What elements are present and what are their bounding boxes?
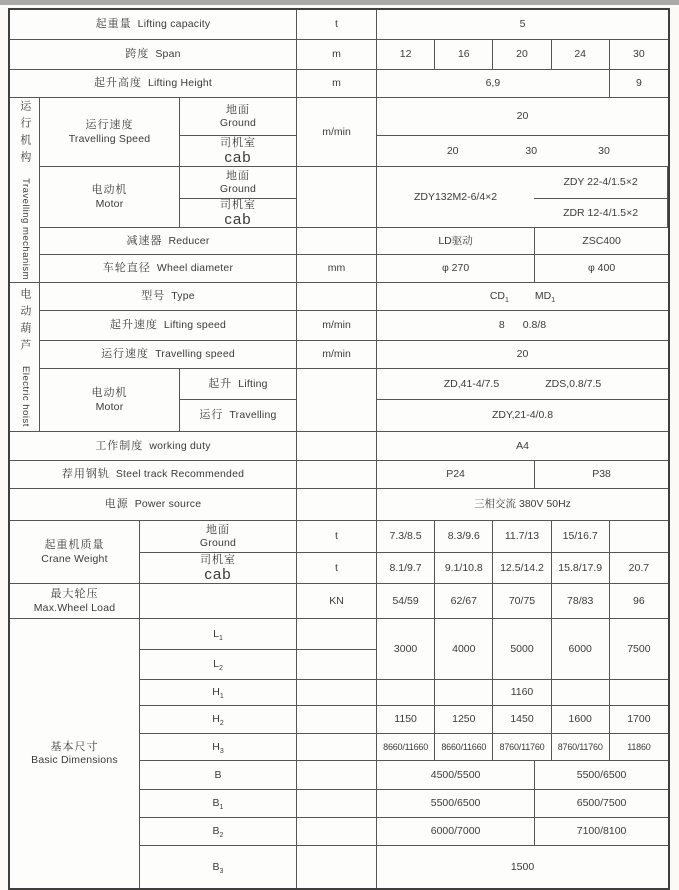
dim-label-b1: $B_1$: [140, 790, 297, 818]
wheel-diameter-right-value: φ 400: [587, 262, 616, 275]
type-values: $CD_1$ $MD_1$: [377, 283, 668, 311]
dim-unit: [297, 619, 377, 650]
crane-weight-value: 12.5/14.2: [493, 553, 551, 584]
h2-value: 1700: [610, 706, 668, 734]
scan-edge-artifact: [0, 0, 679, 5]
crane-spec-table: [8, 8, 670, 890]
crane-weight-value: 11.7/13: [493, 521, 551, 553]
lifting-capacity-unit: t: [297, 10, 377, 40]
cab-sublabel: 司机室 cab: [140, 553, 297, 584]
dim-unit: [297, 680, 377, 706]
steel-track-values: [377, 461, 668, 489]
steel-track-unit: [297, 461, 377, 489]
crane-weight-value: 8.1/9.7: [377, 553, 435, 584]
lifting-height-value-main: 6,9: [377, 70, 610, 98]
span-value: 24: [552, 40, 610, 70]
wheel-diameter-values: [377, 255, 668, 283]
travelling-speed-unit: m/min: [297, 98, 377, 167]
h1-value: 1160: [493, 680, 551, 706]
span-value: 16: [435, 40, 493, 70]
lifting-speed-unit: m/min: [297, 311, 377, 341]
hoist-travelling-speed-unit: m/min: [297, 341, 377, 369]
dim-label-h2: $H_2$: [140, 706, 297, 734]
lifting-height-unit: m: [297, 70, 377, 98]
reducer-values: [377, 228, 668, 255]
reducer-label: 减速器 Reducer: [40, 228, 297, 255]
max-wheel-load-empty: [140, 584, 297, 619]
crane-weight-value: 15.8/17.9: [552, 553, 610, 584]
tm-motor-unit: [297, 167, 377, 228]
span-value: 20: [493, 40, 551, 70]
type-unit: [297, 283, 377, 311]
h2-value: 1600: [552, 706, 610, 734]
travelling-speed-cab-values: 20 30 30: [377, 136, 668, 167]
tm-motor-label: 电动机 Motor: [40, 167, 180, 228]
dim-label-h1: $H_1$: [140, 680, 297, 706]
type-label: 型号 Type: [40, 283, 297, 311]
ground-sublabel: 地面 Ground: [180, 98, 297, 136]
b2-values: 6000/7000 7100/8100: [377, 818, 668, 846]
crane-weight-value: 15/16.7: [552, 521, 610, 553]
wheel-diameter-label: 车轮直径 Wheel diameter: [40, 255, 297, 283]
reducer-unit: [297, 228, 377, 255]
cab-sublabel: 司机室 cab: [180, 136, 297, 167]
reducer-left-value: LD驱动: [377, 228, 535, 254]
hoist-motor-travelling-value: ZDY,21-4/0.8: [377, 400, 668, 432]
h3-value: 8660/11660: [377, 734, 435, 761]
crane-weight-value: 9.1/10.8: [435, 553, 493, 584]
working-duty-value: A4: [377, 432, 668, 461]
h1-value: [435, 680, 493, 706]
crane-weight-value: [610, 521, 668, 553]
h1-value: [610, 680, 668, 706]
h1-value: [552, 680, 610, 706]
dim-unit: [297, 650, 377, 680]
crane-weight-value: 8.3/9.6: [435, 521, 493, 553]
max-wheel-load-value: 78/83: [552, 584, 610, 619]
crane-weight-label: 起重机质量 Crane Weight: [10, 521, 140, 584]
h2-value: 1450: [493, 706, 551, 734]
crane-weight-ground-unit: t: [297, 521, 377, 553]
h3-value: 8760/11760: [493, 734, 551, 761]
span-label: 跨度 Span: [10, 40, 297, 70]
h3-value: 8660/11660: [435, 734, 493, 761]
dim-unit: [297, 846, 377, 888]
power-source-unit: [297, 489, 377, 521]
max-wheel-load-label: 最大轮压 Max.Wheel Load: [10, 584, 140, 619]
dim-label-b2: $B_2$: [140, 818, 297, 846]
b3-value: 1500: [510, 860, 535, 873]
wheel-diameter-unit: mm: [297, 255, 377, 283]
dim-unit: [297, 734, 377, 761]
lifting-capacity-label: 起重量 Lifting capacity: [10, 10, 297, 40]
lifting-speed-values: 8 0.8/8: [377, 311, 668, 341]
hoist-motor-lifting-sublabel: 起升 Lifting: [180, 369, 297, 400]
max-wheel-load-value: 54/59: [377, 584, 435, 619]
tm-motor-ground-value: ZDY 22-4/1.5×2: [534, 167, 668, 199]
max-wheel-load-unit: KN: [297, 584, 377, 619]
cab-sublabel: 司机室 cab: [180, 199, 297, 228]
span-unit: m: [297, 40, 377, 70]
dim-label-b3: $B_3$: [140, 846, 297, 888]
crane-weight-cab-unit: t: [297, 553, 377, 584]
power-source-label: 电源 Power source: [10, 489, 297, 521]
working-duty-label: 工作制度 working duty: [10, 432, 297, 461]
h3-value: 8760/11760: [552, 734, 610, 761]
reducer-right-value: ZSC400: [582, 234, 621, 247]
basic-dimensions-label: 基本尺寸 Basic Dimensions: [10, 619, 140, 888]
ground-sublabel: 地面 Ground: [140, 521, 297, 553]
crane-weight-value: 20.7: [610, 553, 668, 584]
hoist-motor-unit: [297, 369, 377, 432]
travelling-speed-label: 运行速度 Travelling Speed: [40, 98, 180, 167]
dim-label-h3: $H_3$: [140, 734, 297, 761]
dim-unit: [297, 706, 377, 734]
tm-motor-merged-value: ZDY132M2-6/4×2: [413, 190, 498, 203]
power-source-value: 三相交流 380V 50Hz: [377, 489, 668, 521]
lifting-height-label: 起升高度 Lifting Height: [10, 70, 297, 98]
h2-value: 1250: [435, 706, 493, 734]
hoist-travelling-speed-value: 20: [377, 341, 668, 369]
max-wheel-load-value: 70/75: [493, 584, 551, 619]
b1-values: 5500/6500 6500/7500: [377, 790, 668, 818]
max-wheel-load-value: 96: [610, 584, 668, 619]
hoist-motor-travelling-sublabel: 运行 Travelling: [180, 400, 297, 432]
l1-l2-values: 3000 4000 5000 6000 7500: [377, 619, 668, 680]
steel-track-right-value: P38: [592, 468, 611, 481]
h2-value: 1150: [377, 706, 435, 734]
electric-hoist-section-label: 电动葫芦 Electric hoist: [10, 283, 40, 432]
dim-label-l2: $L_2$: [140, 650, 297, 680]
h1-value: [377, 680, 435, 706]
tm-motor-cab-value: ZDR 12-4/1.5×2: [534, 199, 668, 227]
tm-motor-values: [377, 167, 668, 228]
lifting-capacity-value: 5: [377, 10, 668, 40]
steel-track-left-value: P24: [377, 461, 535, 488]
ground-sublabel: 地面 Ground: [180, 167, 297, 199]
dim-unit: [297, 761, 377, 790]
dim-unit: [297, 790, 377, 818]
lifting-height-value-last: 9: [610, 70, 668, 98]
dim-unit: [297, 818, 377, 846]
working-duty-unit: [297, 432, 377, 461]
crane-weight-value: 7.3/8.5: [377, 521, 435, 553]
hoist-motor-label: 电动机 Motor: [40, 369, 180, 432]
wheel-diameter-left-value: φ 270: [377, 255, 535, 282]
b-values: 4500/5500 5500/6500: [377, 761, 668, 790]
span-value: 12: [377, 40, 435, 70]
span-value: 30: [610, 40, 668, 70]
lifting-speed-label: 起升速度 Lifting speed: [40, 311, 297, 341]
h3-value: 11860: [610, 734, 668, 761]
dim-label-l1: $L_1$: [140, 619, 297, 650]
steel-track-label: 荐用钢轨 Steel track Recommended: [10, 461, 297, 489]
dim-label-b: B: [140, 761, 297, 790]
travelling-mechanism-section-label: 运行机构 Travelling mechanism: [10, 98, 40, 283]
travelling-speed-ground-value: 20: [377, 98, 668, 136]
max-wheel-load-value: 62/67: [435, 584, 493, 619]
hoist-travelling-speed-label: 运行速度 Travelling speed: [40, 341, 297, 369]
hoist-motor-lifting-values: ZD,41-4/7.5 ZDS,0.8/7.5: [377, 369, 668, 400]
